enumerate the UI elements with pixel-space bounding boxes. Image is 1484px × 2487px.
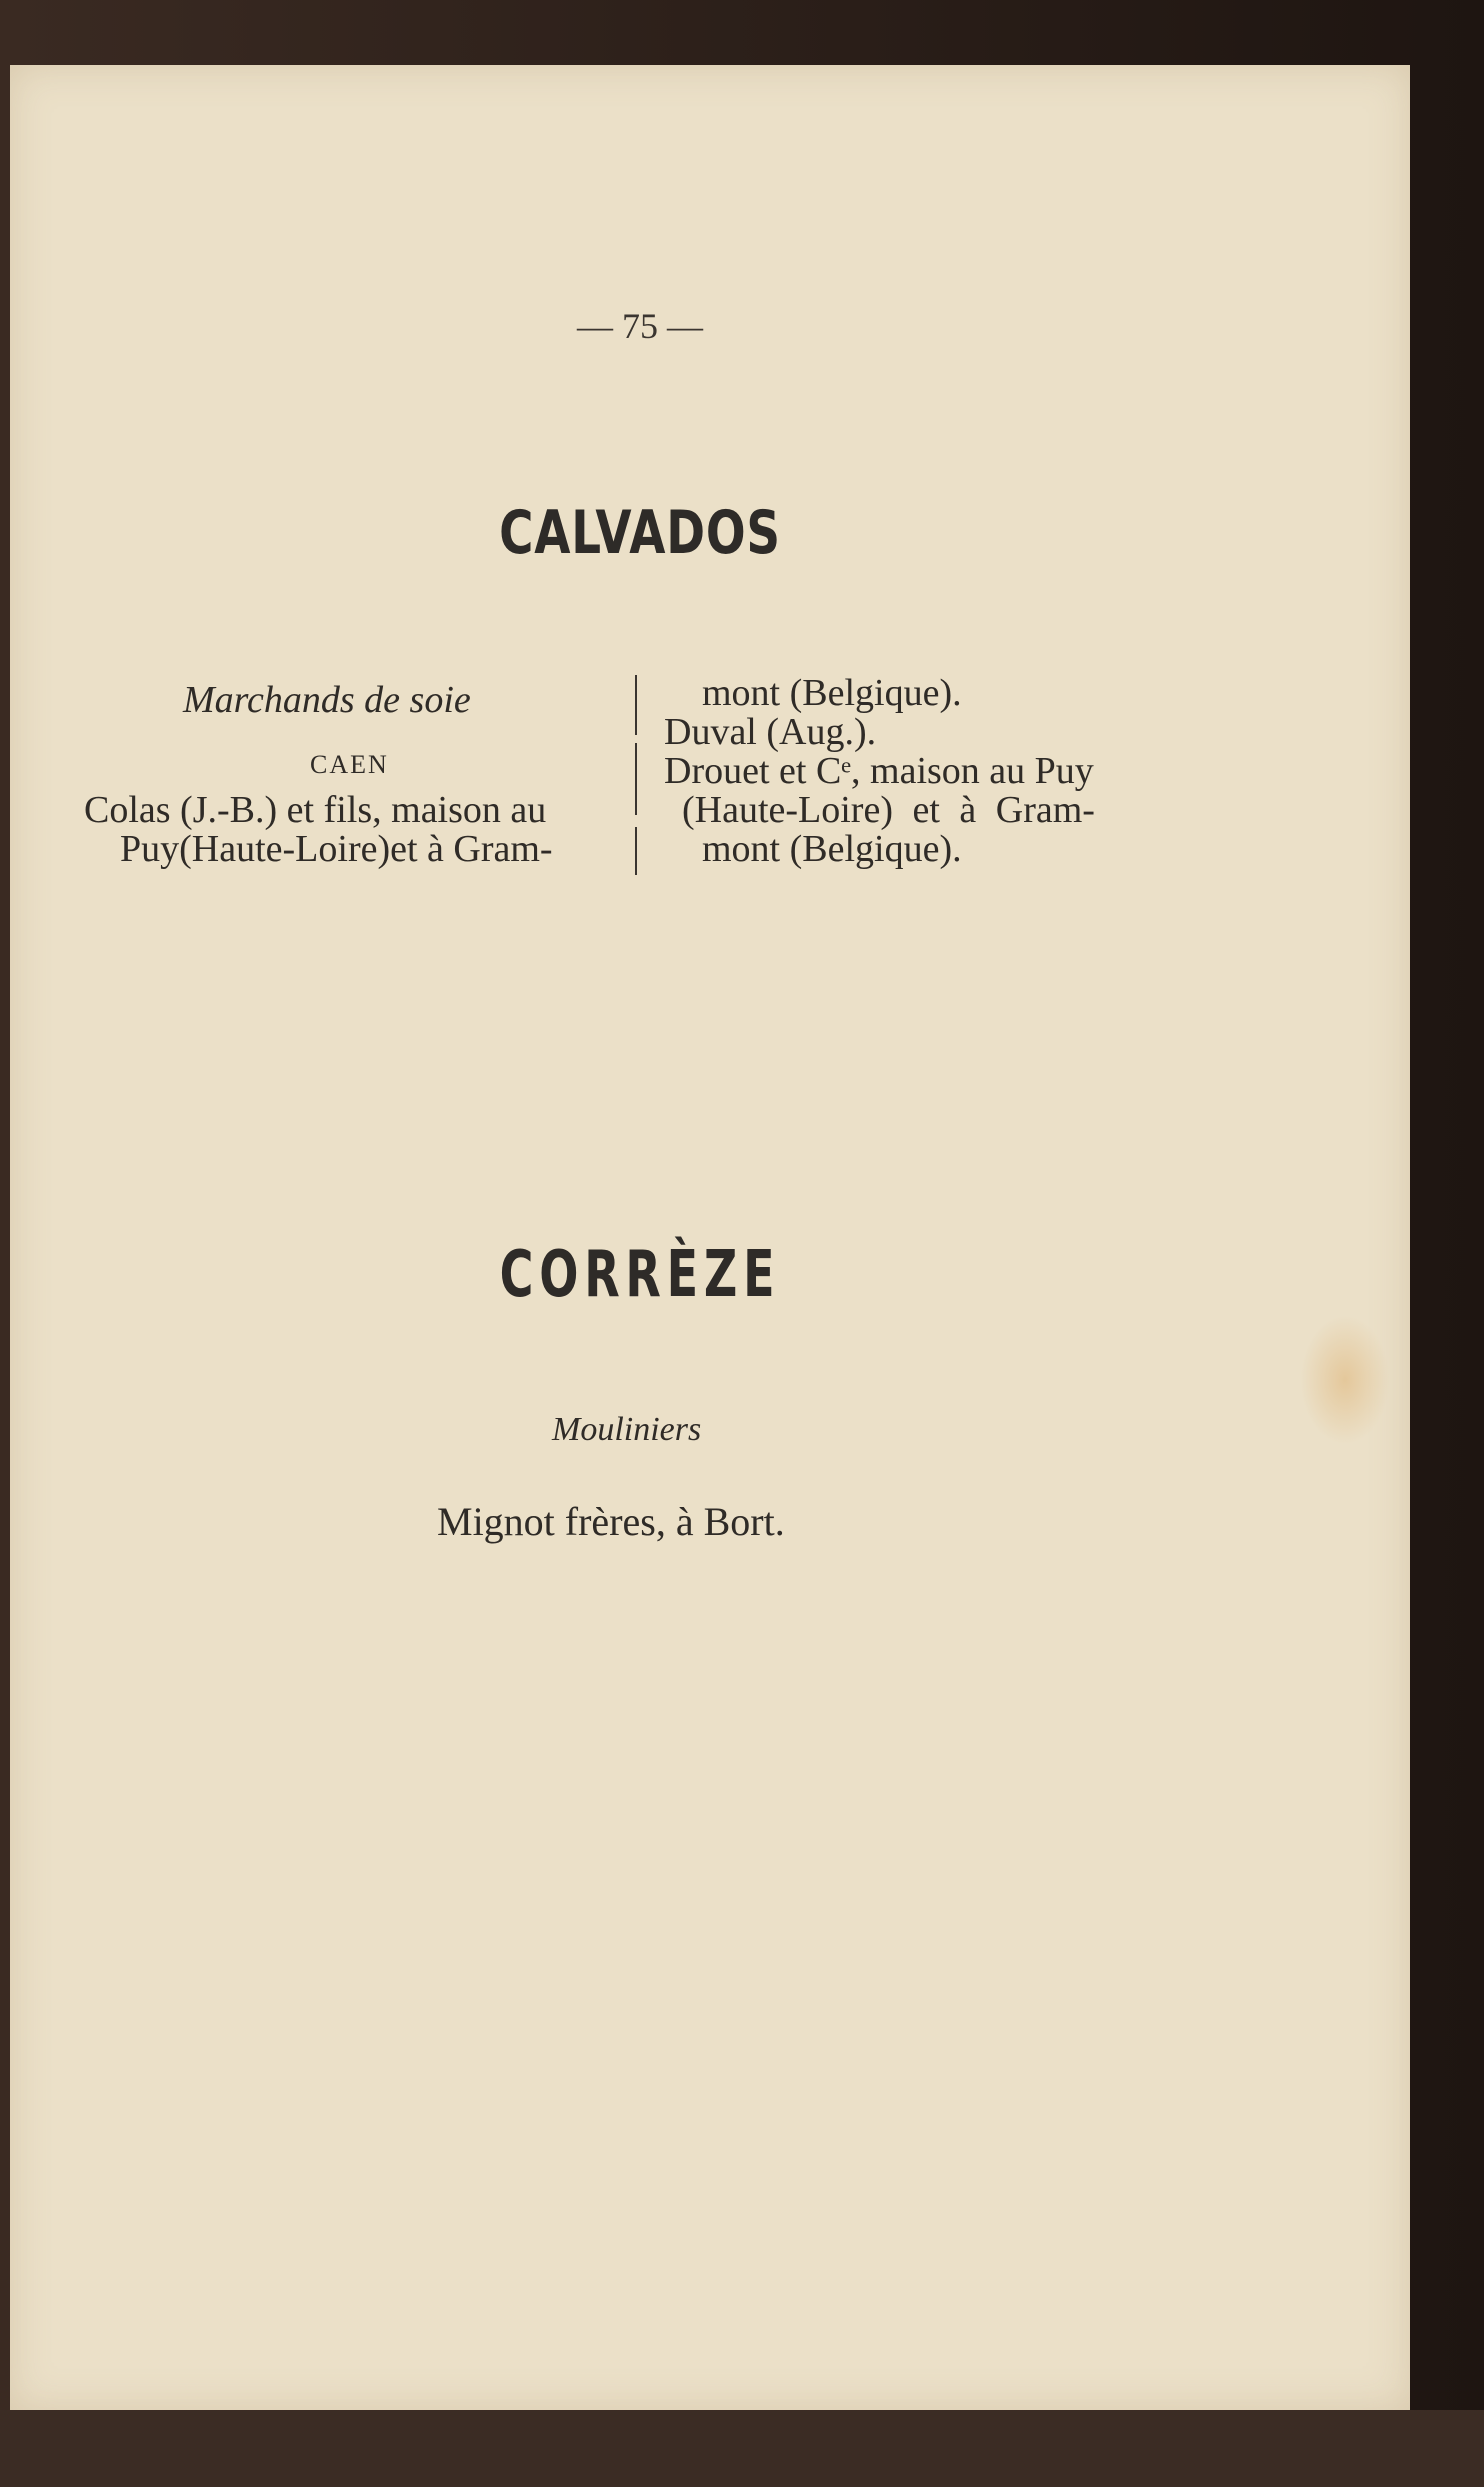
- entry-line-left: Colas (J.-B.) et fils, maison au: [84, 789, 547, 831]
- entry-line: Mignot frères, à Bort.: [437, 1499, 785, 1544]
- page-number: — 75 —: [577, 306, 703, 346]
- column-divider: [635, 675, 637, 875]
- paper-stain: [1300, 1315, 1390, 1445]
- section-title-correze: CORRÈZE: [499, 1238, 781, 1312]
- section-subtitle: Mouliniers: [552, 1411, 702, 1448]
- entry-line-right: mont (Belgique).: [702, 828, 962, 870]
- scan-bottom-strip: [0, 2410, 1484, 2487]
- entry-line-right: mont (Belgique).: [702, 672, 962, 714]
- entry-line-right: Duval (Aug.).: [664, 711, 877, 753]
- city-heading: CAEN: [310, 750, 389, 779]
- entry-line-left: Puy(Haute-Loire)et à Gram-: [120, 828, 553, 870]
- section-title-calvados: CALVADOS: [499, 498, 781, 568]
- entry-line-right: (Haute-Loire) et à Gram-: [682, 789, 1095, 831]
- entry-line-right: Drouet et Cᵉ, maison au Puy: [664, 750, 1094, 792]
- section-subtitle: Marchands de soie: [183, 679, 471, 721]
